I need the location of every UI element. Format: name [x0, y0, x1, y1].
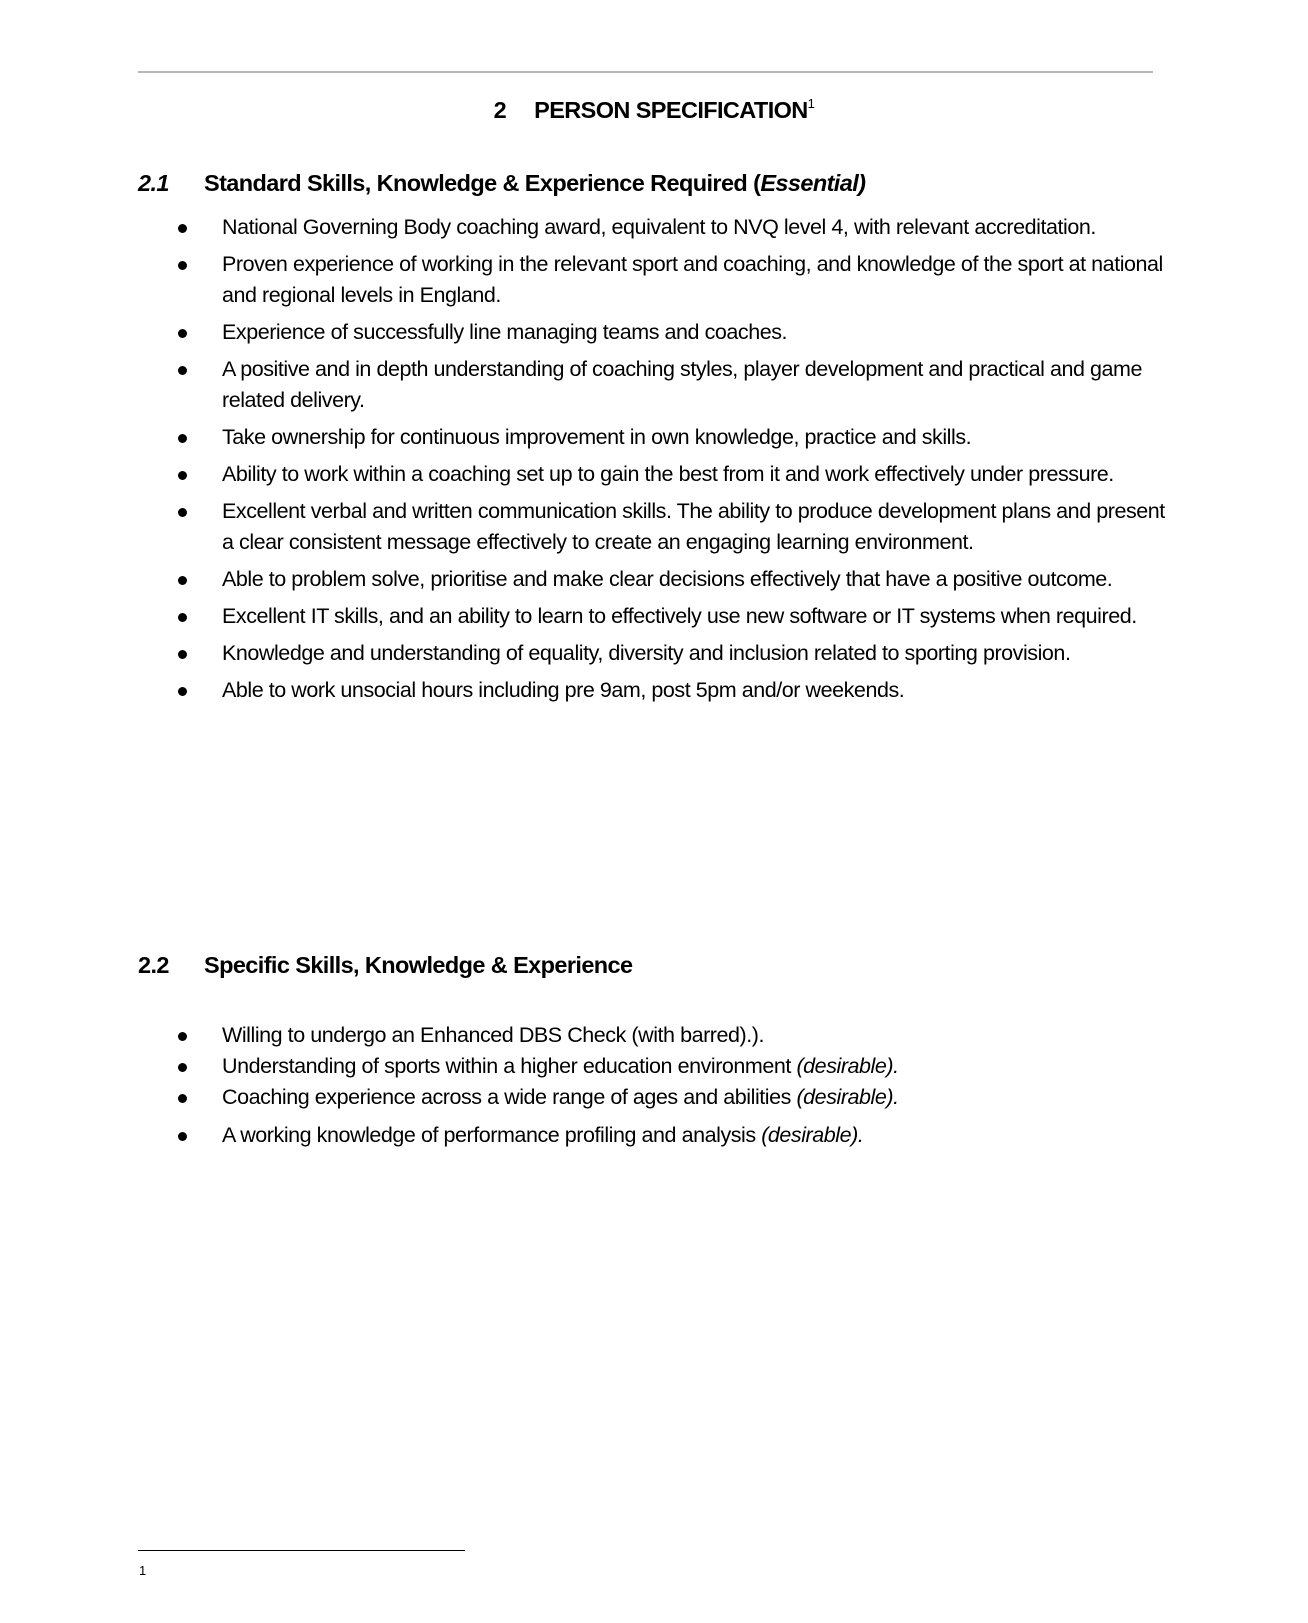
bullet-icon [178, 1032, 187, 1041]
list-item-text: Able to problem solve, prioritise and make clear decisions effectively that have a positive outcome. [222, 567, 1113, 591]
page-title [0, 96, 1308, 124]
list-item [178, 496, 1168, 558]
list-item-text: Able to work unsocial hours including pre 9am, post 5pm and/or weekends. [222, 678, 905, 702]
title-text: PERSON SPECIFICATION [534, 97, 808, 123]
list-item-text: A working knowledge of performance profiling and analysis [222, 1123, 762, 1147]
list-item-text: Proven experience of working in the relevant sport and coaching, and knowledge of the sport at national and regional levels in England. [222, 252, 1163, 307]
list-item [178, 638, 1168, 669]
list-item [178, 1120, 1168, 1151]
desirable-tag: (desirable). [761, 1123, 864, 1147]
list-item-text: A positive and in depth understanding of coaching styles, player development and practical and game related delivery. [222, 357, 1142, 412]
section-number: 2.2 [138, 952, 169, 978]
list-item-text: Excellent verbal and written communication skills. The ability to produce development plans and present a clear consistent message effectively to create an engaging learning environment. [222, 499, 1165, 554]
bullet-icon [178, 1094, 187, 1103]
list-item [178, 564, 1168, 595]
section-heading-qualifier: Essential) [760, 170, 866, 196]
list-item [178, 212, 1168, 243]
list-item-text: Excellent IT skills, and an ability to learn to effectively use new software or IT systems when required. [222, 604, 1137, 628]
list-item [178, 1051, 1168, 1082]
section-heading-specific-skills [138, 952, 632, 979]
essential-requirements-list [178, 212, 1168, 712]
list-item-text: Take ownership for continuous improvement in own knowledge, practice and skills. [222, 425, 972, 449]
bullet-icon [178, 224, 187, 233]
list-item-text: Understanding of sports within a higher education environment [222, 1054, 797, 1078]
bullet-icon [178, 434, 187, 443]
specific-requirements-list [178, 1020, 1168, 1151]
footnote-reference[interactable]: 1 [807, 96, 815, 111]
list-item [178, 354, 1168, 416]
bullet-icon [178, 650, 187, 659]
desirable-tag: (desirable). [796, 1054, 899, 1078]
desirable-tag: (desirable). [796, 1085, 899, 1109]
list-item [178, 1082, 1168, 1113]
bullet-icon [178, 329, 187, 338]
list-item [178, 249, 1168, 311]
list-item-text: Knowledge and understanding of equality, diversity and inclusion related to sporting provision. [222, 641, 1071, 665]
list-item [178, 1020, 1168, 1051]
bullet-icon [178, 1132, 187, 1141]
section-number: 2.1 [138, 170, 169, 196]
list-item [178, 601, 1168, 632]
list-item-text: National Governing Body coaching award, equivalent to NVQ level 4, with relevant accreditation. [222, 215, 1096, 239]
list-item [178, 422, 1168, 453]
list-item-text: Experience of successfully line managing teams and coaches. [222, 320, 788, 344]
bullet-icon [178, 471, 187, 480]
bullet-icon [178, 508, 187, 517]
bullet-icon [178, 613, 187, 622]
bullet-icon [178, 366, 187, 375]
footnote-separator [138, 1550, 465, 1551]
list-item-text: Ability to work within a coaching set up to gain the best from it and work effectively under pressure. [222, 462, 1114, 486]
footnote-marker: 1 [139, 1563, 147, 1578]
bullet-icon [178, 1063, 187, 1072]
bullet-icon [178, 687, 187, 696]
bullet-icon [178, 261, 187, 270]
title-number: 2 [493, 97, 507, 123]
list-item [178, 459, 1168, 490]
list-item-text: Coaching experience across a wide range of ages and abilities [222, 1085, 797, 1109]
bullet-icon [178, 576, 187, 585]
section-heading-text: Standard Skills, Knowledge & Experience Required ( [204, 170, 761, 196]
section-heading-standard-skills [138, 170, 865, 197]
section-heading-text: Specific Skills, Knowledge & Experience [204, 952, 633, 978]
list-item-text: Willing to undergo an Enhanced DBS Check (with barred).). [222, 1023, 764, 1047]
list-item [178, 317, 1168, 348]
list-item [178, 675, 1168, 706]
header-rule [138, 71, 1153, 73]
